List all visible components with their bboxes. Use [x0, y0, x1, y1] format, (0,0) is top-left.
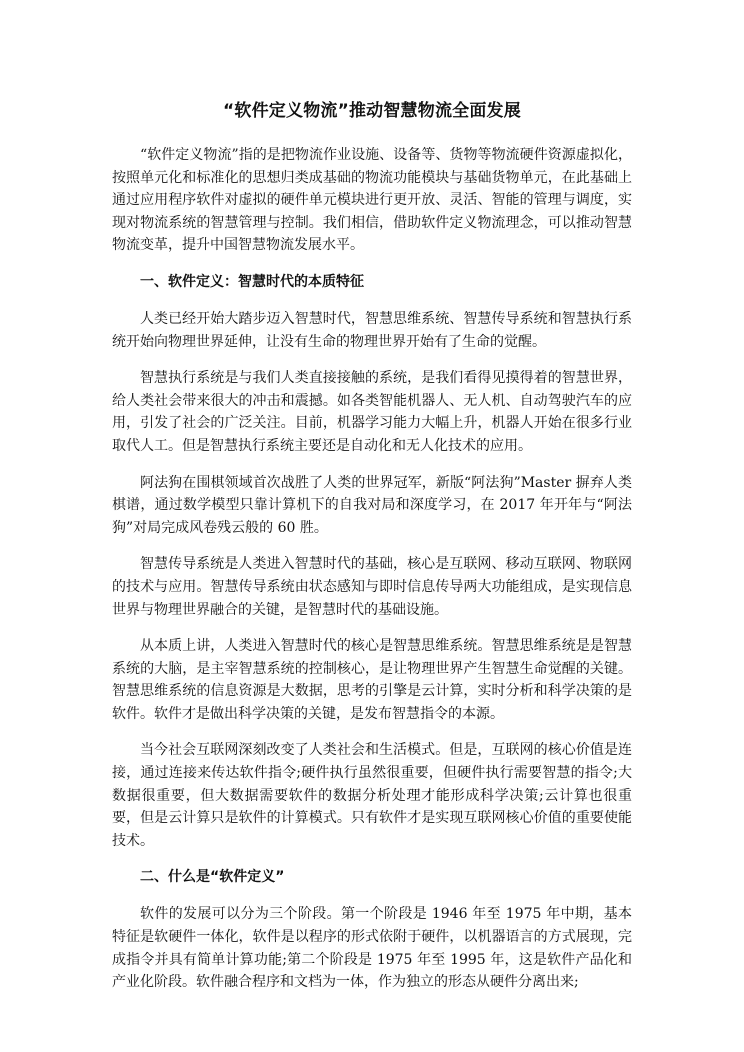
section-heading-1: 一、软件定义：智慧时代的本质特征 — [140, 273, 364, 290]
section-heading-2: 二、什么是“软件定义” — [140, 869, 285, 886]
body-paragraph: 软件的发展可以分为三个阶段。第一个阶段是 1946 年至 1975 年中期，基本特征是软硬件一体化，软件是以程序的形式依附于硬件，以机器语言的方式展现，完成指令并具有简单计算功能;第二个阶段是 1975 年至 1995 年，这是软件产品化和产业化阶段。软件融合程序和文档为一体，作为独立的形态从硬件分离出来; — [112, 906, 632, 991]
intro-paragraph: “软件定义物流”指的是把物流作业设施、设备等、货物等物流硬件资源虚拟化，按照单元化和标准化的思想归类成基础的物流功能模块与基础货物单元，在此基础上通过应用程序软件对虚拟的硬件单元模块进行更开放、灵活、智能的管理与调度，实现对物流系统的智慧管理与控制。我们相信，借助软件定义物流理念，可以推动智慧物流变革，提升中国智慧物流发展水平。 — [112, 147, 632, 254]
body-paragraph: 智慧执行系统是与我们人类直接接触的系统，是我们看得见摸得着的智慧世界，给人类社会带来很大的冲击和震撼。如各类智能机器人、无人机、自动驾驶汽车的应用，引发了社会的广泛关注。目前，机器学习能力大幅上升，机器人开始在很多行业取代人工。但是智慧执行系统主要还是自动化和无人化技术的应用。 — [112, 370, 632, 454]
body-paragraph: 智慧传导系统是人类进入智慧时代的基础，核心是互联网、移动互联网、物联网的技术与应用。智慧传导系统由状态感知与即时信息传导两大功能组成，是实现信息世界与物理世界融合的关键，是智慧时代的基础设施。 — [112, 556, 632, 618]
body-paragraph: 人类已经开始大踏步迈入智慧时代，智慧思维系统、智慧传导系统和智慧执行系统开始向物理世界延伸，让没有生命的物理世界开始有了生命的觉醒。 — [112, 310, 632, 350]
document-body — [112, 144, 632, 1008]
document-title: “软件定义物流”推动智慧物流全面发展 — [223, 101, 521, 121]
body-paragraph: 当今社会互联网深刻改变了人类社会和生活模式。但是，互联网的核心价值是连接，通过连接来传达软件指令;硬件执行虽然很重要，但硬件执行需要智慧的指令;大数据很重要，但大数据需要软件的数据分析处理才能形成科学决策;云计算也很重要，但是云计算只是软件的计算模式。只有软件才是实现互联网核心价值的重要使能技术。 — [112, 742, 632, 849]
body-paragraph: 阿法狗在围棋领域首次战胜了人类的世界冠军，新版“阿法狗”Master 摒弃人类棋谱，通过数学模型只靠计算机下的自我对局和深度学习，在 2017 年开年与“阿法狗”对局完成风卷残云般的 60 胜。 — [112, 474, 632, 536]
body-paragraph: 从本质上讲，人类进入智慧时代的核心是智慧思维系统。智慧思维系统是是智慧系统的大脑，是主宰智慧系统的控制核心，是让物理世界产生智慧生命觉醒的关键。智慧思维系统的信息资源是大数据，思考的引擎是云计算，实时分析和科学决策的是软件。软件才是做出科学决策的关键，是发布智慧指令的本源。 — [112, 638, 632, 722]
